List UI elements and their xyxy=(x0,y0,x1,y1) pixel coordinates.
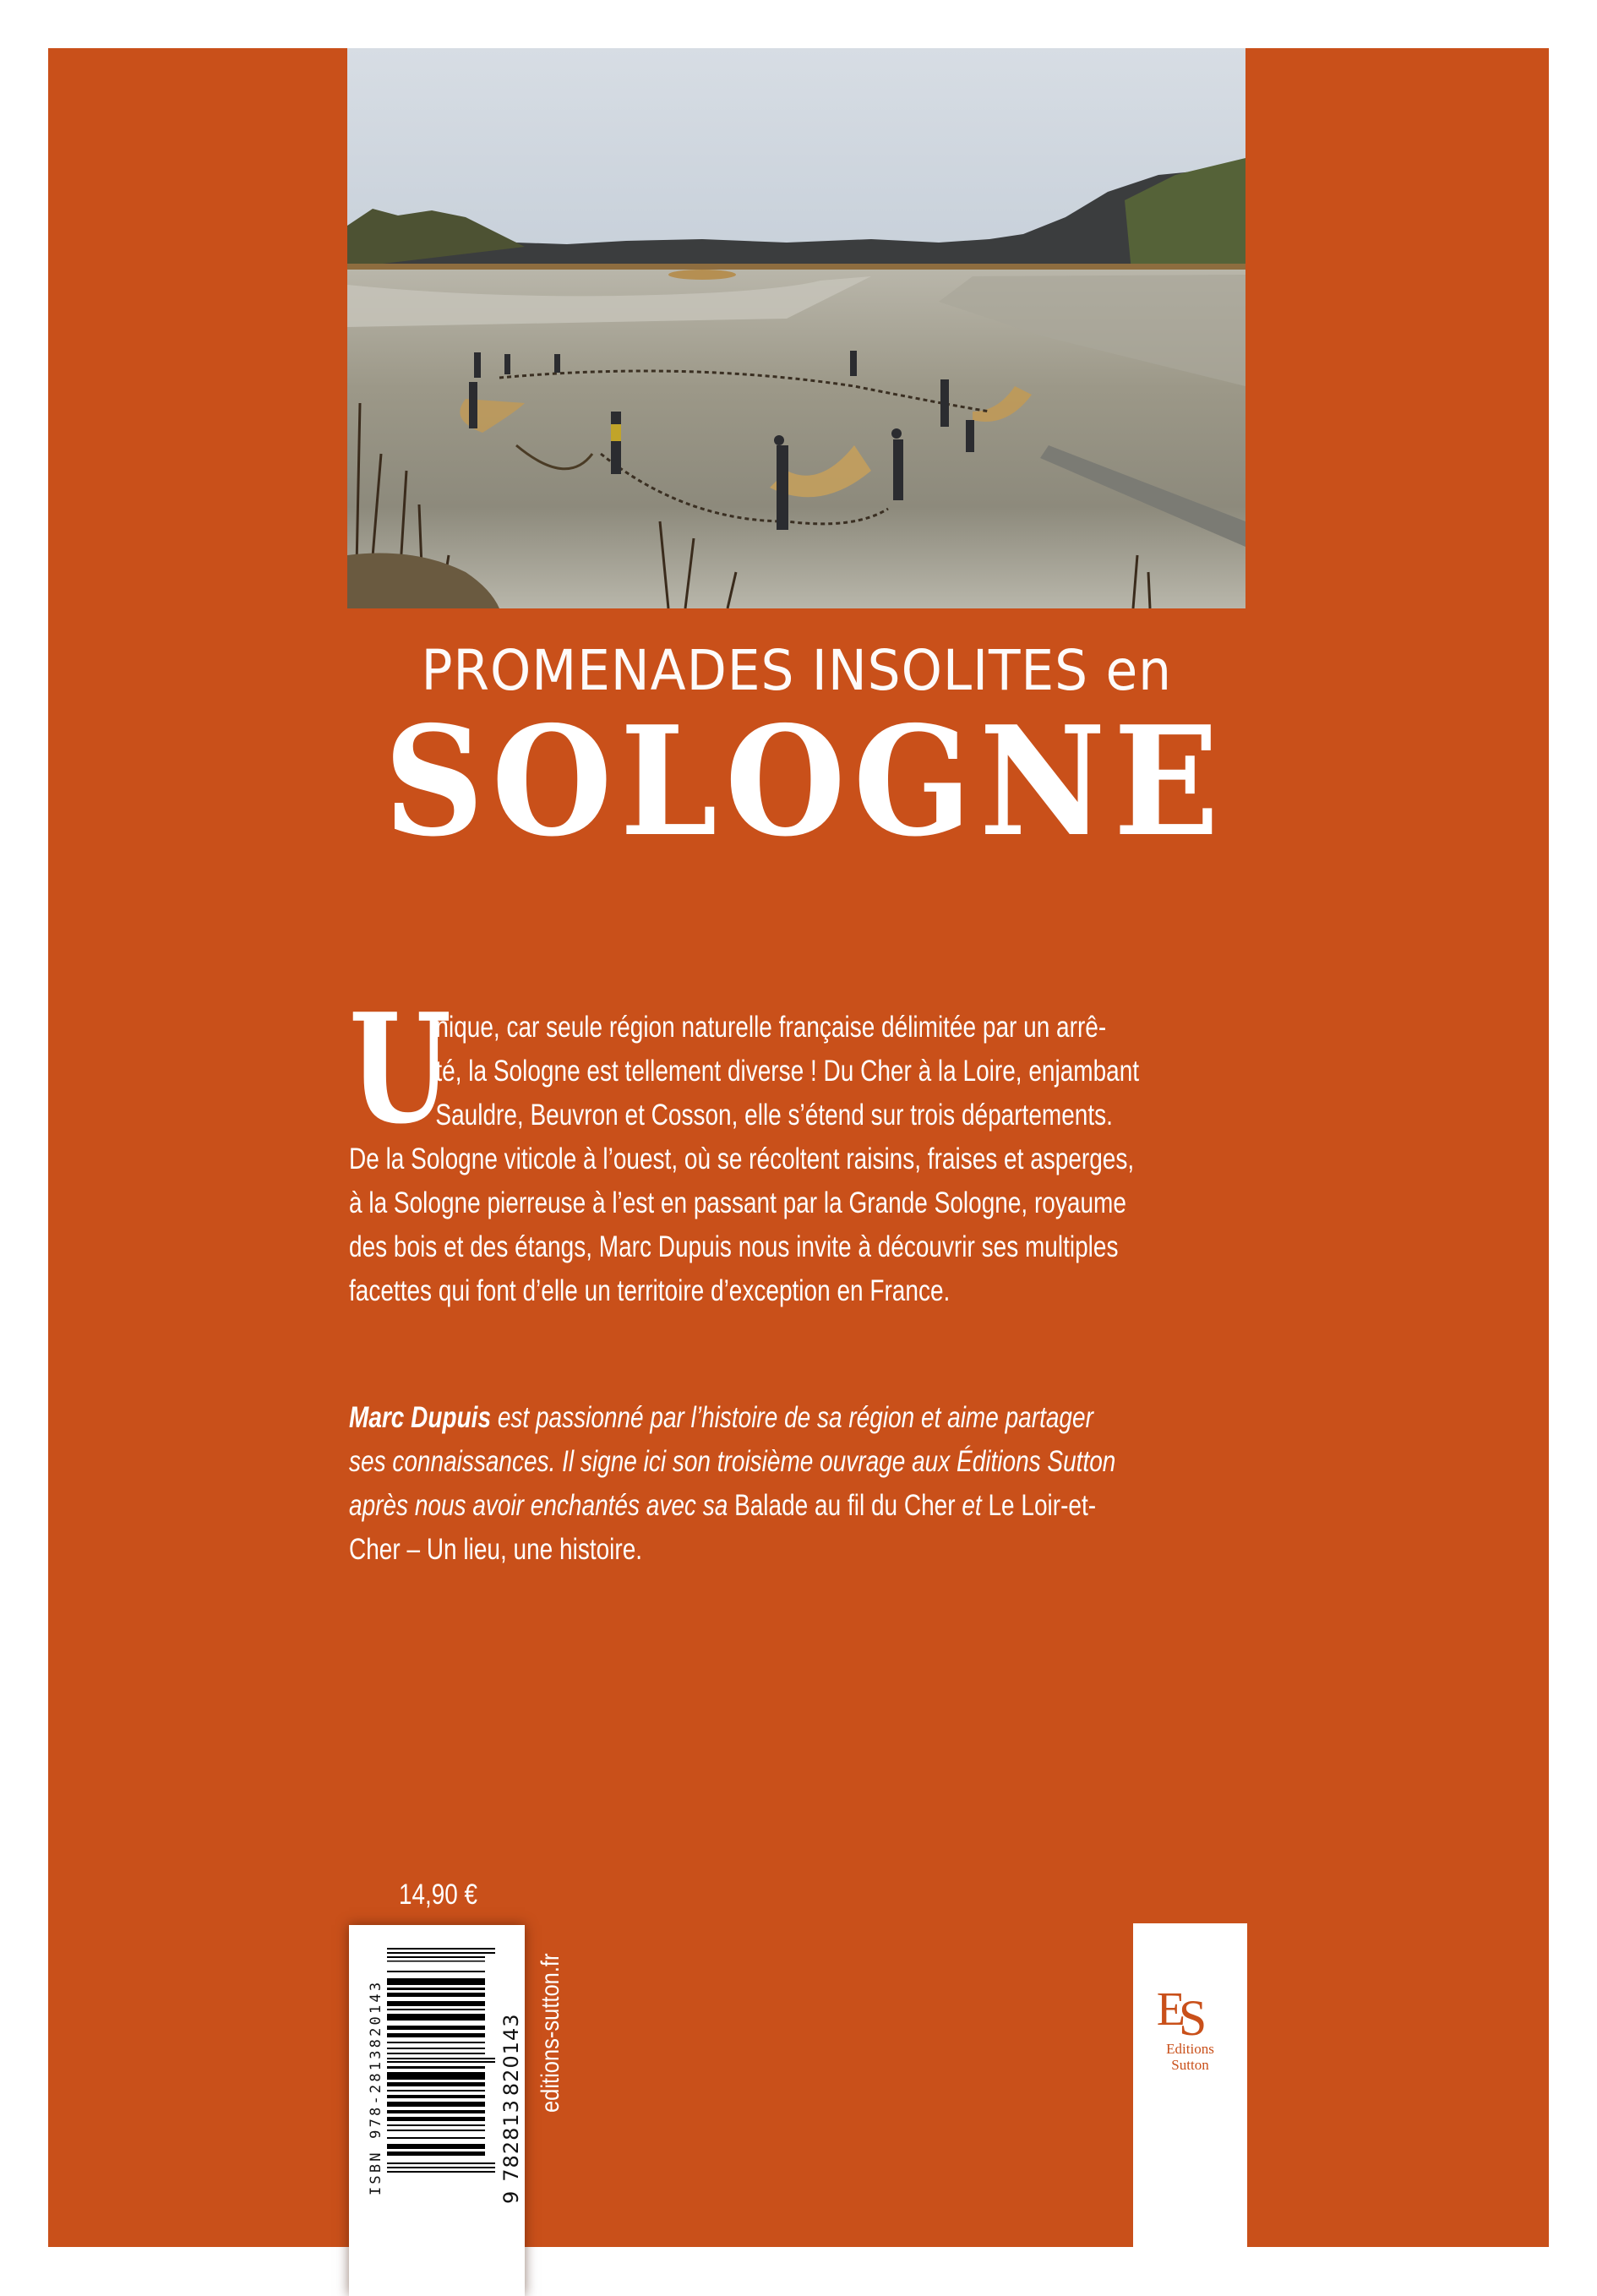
author-line: Cher – Un lieu, une histoire. xyxy=(349,1533,643,1566)
website-text: editions-sutton.fr xyxy=(537,1953,564,2113)
publisher-logo-strip xyxy=(1133,1923,1247,2247)
barcode-label xyxy=(349,1925,525,2296)
intro-line-text: Sauldre, Beuvron et Cosson, elle s’étend sur trois départements. xyxy=(435,1099,1113,1132)
publisher-name-line1: Editions xyxy=(1166,2041,1214,2057)
logo-e: E xyxy=(1156,1983,1185,2036)
author-text: après nous avoir enchantés avec sa xyxy=(349,1489,735,1522)
logo-s: S xyxy=(1178,1990,1207,2046)
publisher-website xyxy=(537,1925,564,2113)
publisher-name-line2: Sutton xyxy=(1171,2057,1209,2073)
author-text: et xyxy=(955,1489,989,1522)
author-bio xyxy=(349,1396,1246,1572)
intro-line: facettes qui font d’elle un territoire d’exception en France. xyxy=(349,1274,951,1307)
author-text: est passionné par l’histoire de sa région et aime partager xyxy=(491,1401,1093,1434)
book-title-loir-et-cher: Le Loir-et- xyxy=(988,1489,1097,1522)
price: 14,90 € xyxy=(399,1879,478,1911)
title-promenades: PROMENADES INSOLITES en xyxy=(421,638,1173,703)
drop-cap: U xyxy=(349,980,452,1157)
barcode-group1: 782813 xyxy=(499,2099,523,2182)
author-line xyxy=(349,1484,1097,1528)
intro-line xyxy=(349,1006,1107,1050)
author-line: ses connaissances. Il signe ici son troisième ouvrage aux Éditions Sutton xyxy=(349,1445,1116,1478)
publisher-logo xyxy=(1133,1984,1247,2072)
intro-line: à la Sologne pierreuse à l’est en passant par la Grande Sologne, royaume xyxy=(349,1186,1126,1219)
title-sologne xyxy=(347,693,1245,870)
barcode-bars xyxy=(387,1948,501,2180)
title-sologne-text: SOLOGNE xyxy=(384,693,1227,870)
isbn-text: ISBN 978-2813820143 xyxy=(368,1979,384,2195)
intro-line: des bois et des étangs, Marc Dupuis nous invite à découvrir ses multiples xyxy=(349,1230,1119,1263)
intro-paragraph xyxy=(349,980,1246,1313)
intro-line xyxy=(349,1050,1140,1093)
cover-photo xyxy=(347,48,1245,608)
author-line xyxy=(349,1396,1093,1440)
barcode-group2: 820143 xyxy=(499,2013,523,2097)
author-name: Marc Dupuis xyxy=(349,1401,492,1434)
intro-line-text: té, la Sologne est tellement diverse ! Du Cher à la Loire, enjambant xyxy=(435,1055,1140,1088)
es-monogram-icon xyxy=(1133,1983,1247,2046)
book-title-balade: Balade au fil du Cher xyxy=(734,1489,956,1522)
barcode-lead-digit: 9 xyxy=(499,2190,523,2204)
intro-line: De la Sologne viticole à l’ouest, où se récoltent raisins, fraises et asperges, xyxy=(349,1143,1135,1175)
barcode-digits xyxy=(499,2013,523,2204)
intro-line xyxy=(349,1093,1113,1137)
intro-line-text: nique, car seule région naturelle française délimitée par un arrê- xyxy=(435,1011,1107,1044)
